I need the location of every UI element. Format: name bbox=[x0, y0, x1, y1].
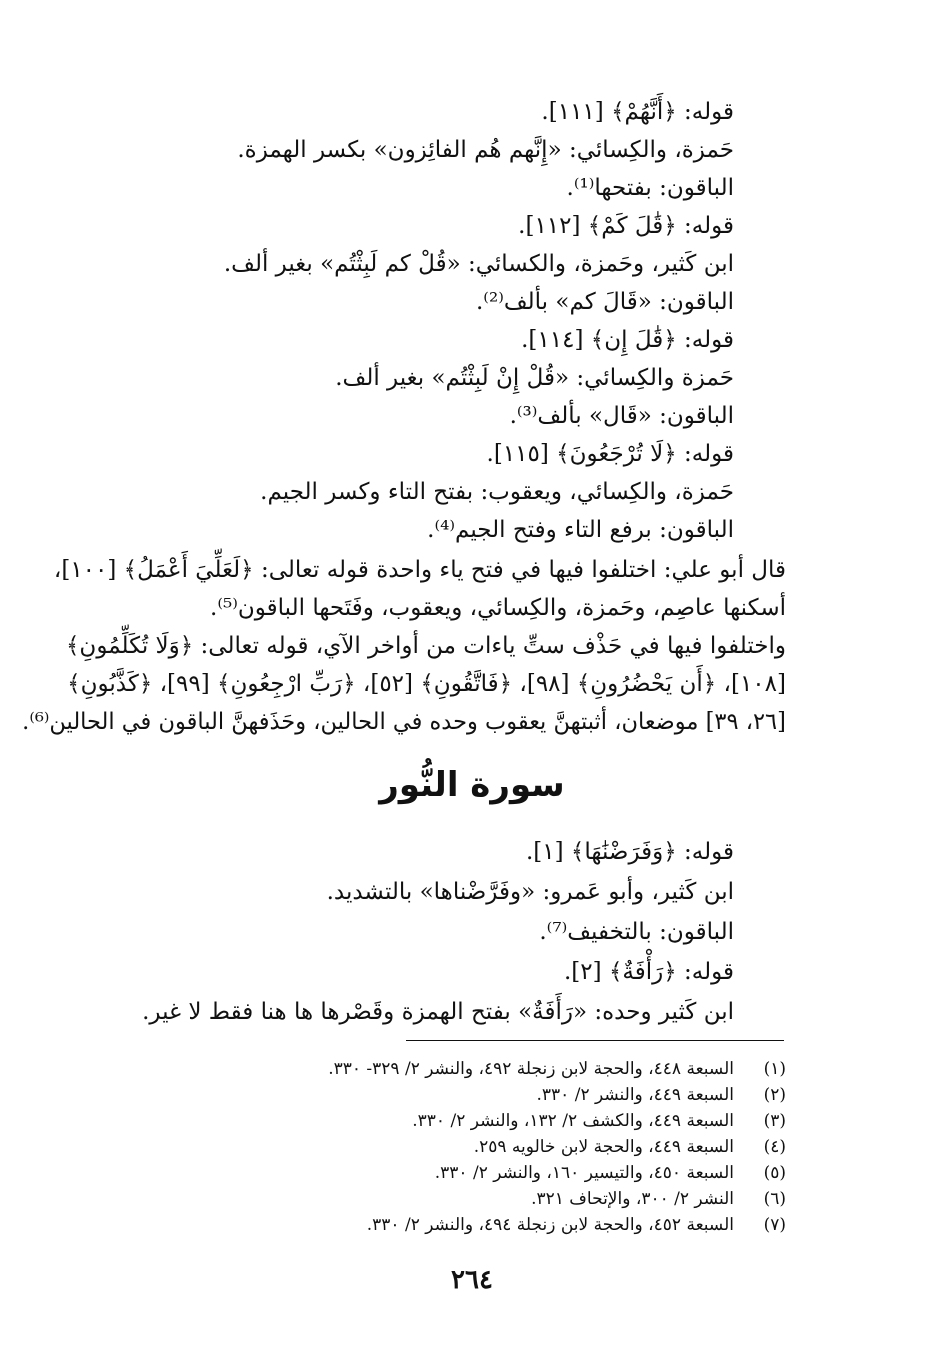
text-line: ابن كَثير، وأبو عَمرو: «وفَرَّضْناها» بالتشديد. bbox=[326, 879, 734, 905]
footnote-number: (٢) bbox=[763, 1085, 786, 1105]
text-line: قوله: ﴿قَٰلَ إِن﴾ [١١٤]. bbox=[521, 327, 734, 353]
footnote-text: النشر ٢/ ٣٠٠، والإتحاف ٣٢١. bbox=[531, 1189, 734, 1209]
text-line: الباقون: «قَالَ كم» بألف⁽²⁾. bbox=[476, 289, 734, 315]
text-line: ابن كَثير وحده: «رَأَفَةٌ» بفتح الهمزة وقَصْرها ها هنا فقط لا غير. bbox=[142, 999, 734, 1025]
footnote-number: (٣) bbox=[763, 1111, 786, 1131]
text-line: الباقون: بالتخفيف⁽⁷⁾. bbox=[539, 919, 734, 945]
text-line: الباقون: «قَال» بألف⁽³⁾. bbox=[509, 403, 734, 429]
text-line: ابن كَثير، وحَمزة، والكسائي: «قُلْ كم لَبِثْتُم» بغير ألف. bbox=[223, 251, 734, 277]
text-line: قوله: ﴿وَفَرَضْنَٰهَا﴾ [١]. bbox=[525, 839, 734, 865]
page-number: ٢٦٤ bbox=[451, 1265, 493, 1295]
text-line: قال أبو علي: اختلفوا فيها في فتح ياء واحدة قوله تعالى: ﴿لَعَلِّيَ أَعْمَلُ﴾ [١٠٠]، bbox=[53, 557, 786, 583]
footnote-text: السبعة ٤٥٢، والحجة لابن زنجلة ٤٩٤، والنشر ٢/ ٣٣٠. bbox=[366, 1215, 734, 1235]
text-line: الباقون: برفع التاء وفتح الجيم⁽⁴⁾. bbox=[427, 517, 734, 543]
footnote-text: السبعة ٤٤٩، والحجة لابن خالويه ٢٥٩. bbox=[473, 1137, 734, 1157]
text-line: الباقون: بفتحها⁽¹⁾. bbox=[566, 175, 734, 201]
footnote-number: (٧) bbox=[763, 1215, 786, 1235]
footnote-number: (٦) bbox=[763, 1189, 786, 1209]
text-line: [٢٦، ٣٩] موضعان، أثبتهنَّ يعقوب وحده في الحالين، وحَذَفهنَّ الباقون في الحالين⁽⁶⁾. bbox=[22, 709, 786, 735]
text-line: حَمزة، والكِسائي، ويعقوب: بفتح التاء وكسر الجيم. bbox=[260, 479, 734, 505]
text-line: قوله: ﴿أَنَّهُمْ﴾ [١١١]. bbox=[541, 99, 734, 125]
text-line: [١٠٨]، ﴿أَن يَحْضُرُونِ﴾ [٩٨]، ﴿فَاتَّقُونِ﴾ [٥٢]، ﴿رَبِّ ارْجِعُونِ﴾ [٩٩]، ﴿كَذَّبُونِ﴾ bbox=[67, 671, 786, 697]
text-line: حَمزة والكِسائي: «قُلْ إِنْ لَبِثْتُم» بغير ألف. bbox=[335, 365, 734, 391]
text-line: قوله: ﴿قَٰلَ كَمْ﴾ [١١٢]. bbox=[518, 213, 734, 239]
footnote-text: السبعة ٤٤٩، والكشف ٢/ ١٣٢، والنشر ٢/ ٣٣٠. bbox=[412, 1111, 734, 1131]
footnote-text: السبعة ٤٤٩، والنشر ٢/ ٣٣٠. bbox=[536, 1085, 734, 1105]
footnote-number: (١) bbox=[763, 1059, 786, 1079]
text-line: قوله: ﴿لَا تُرْجَعُونَ﴾ [١١٥]. bbox=[486, 441, 734, 467]
text-line: قوله: ﴿رَأْفَةٌ﴾ [٢]. bbox=[564, 959, 734, 985]
footnote-text: السبعة ٤٥٠، والتيسير ١٦٠، والنشر ٢/ ٣٣٠. bbox=[434, 1163, 734, 1183]
footnote-text: السبعة ٤٤٨، والحجة لابن زنجلة ٤٩٢، والنشر ٢/ ٣٢٩- ٣٣٠. bbox=[328, 1059, 734, 1079]
footnote-number: (٤) bbox=[763, 1137, 786, 1157]
text-line: واختلفوا فيها في حَذْف ستِّ ياءات من أواخر الآي، قوله تعالى: ﴿وَلَا تُكَلِّمُونِ﴾ bbox=[65, 633, 786, 659]
text-line: أسكنها عاصِم، وحَمزة، والكِسائي، ويعقوب، وفَتَحها الباقون⁽⁵⁾. bbox=[210, 595, 786, 621]
footnote-number: (٥) bbox=[763, 1163, 786, 1183]
text-line: حَمزة، والكِسائي: «إِنَّهم هُم الفائِزون» بكسر الهمزة. bbox=[237, 137, 734, 163]
surah-title: سورة النُّور bbox=[379, 765, 565, 805]
footnote-separator bbox=[406, 1040, 784, 1041]
